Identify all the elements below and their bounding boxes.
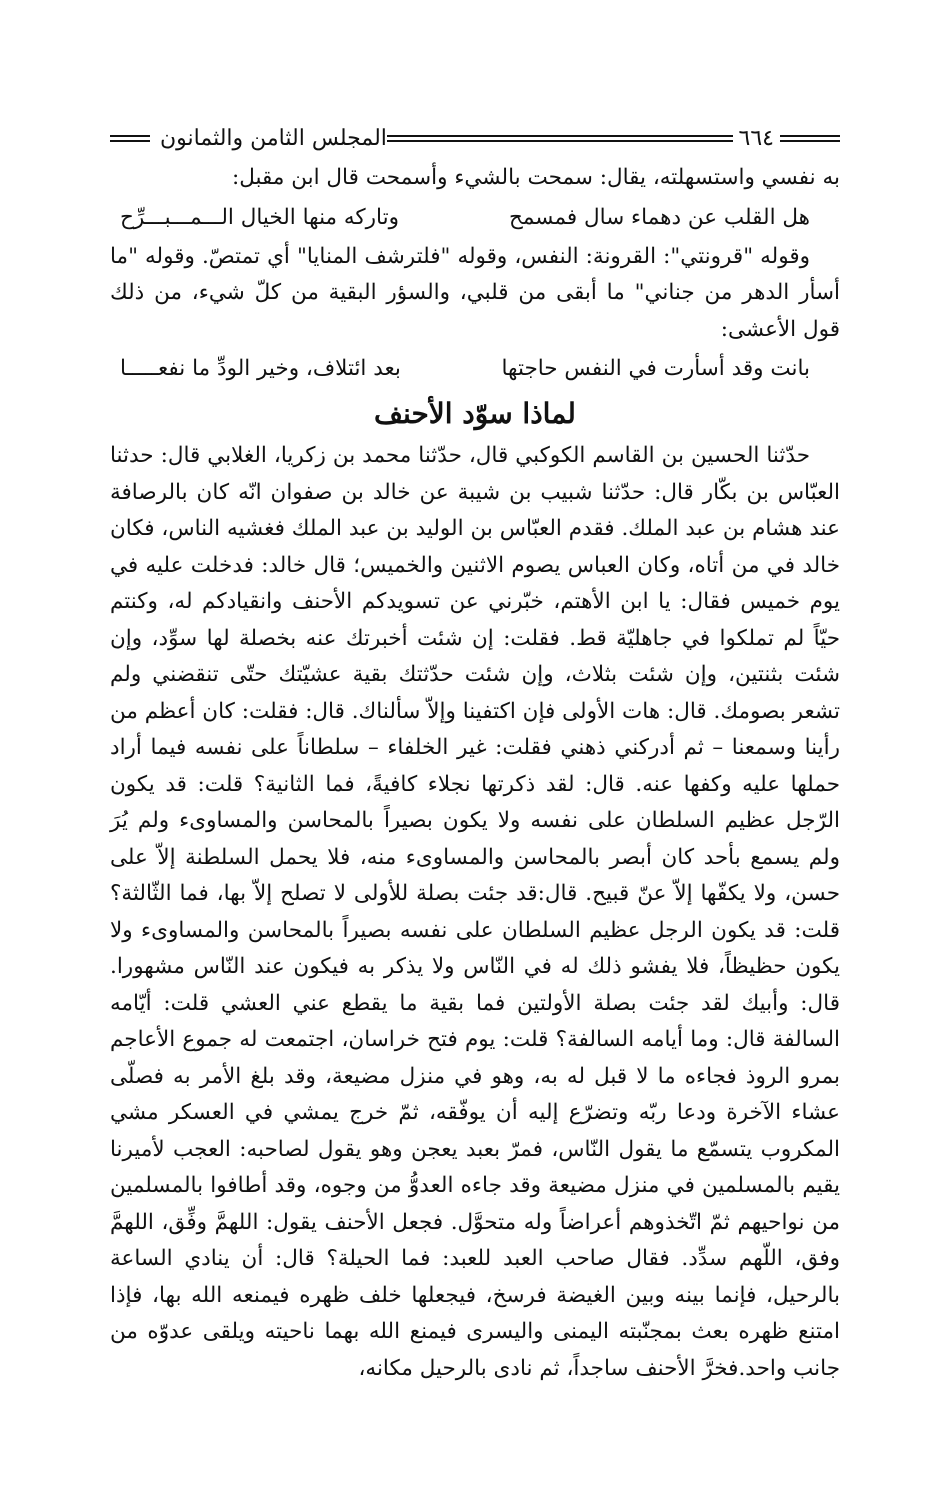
header-rule-right — [780, 135, 840, 142]
verse-hemistich-right: هل القلب عن دهماء سال فمسمح — [509, 204, 810, 230]
running-header — [110, 120, 840, 156]
header-rule-middle — [387, 135, 733, 142]
verse-hemistich-left: وتاركه منها الخيال الـــمـــبـــرِّح — [120, 204, 399, 230]
gloss-paragraph: وقوله "قرونتي": القرونة: النفس، وقوله "فلترشف المنايا" أي تمتصّ. وقوله "ما أسأر الدهر من جناني" ما أبقى من قلبي، والسؤر البقية من كلّ شيء، من ذلك قول الأعشى: — [110, 243, 840, 342]
verse-hemistich-right: بانت وقد أسأرت في النفس حاجتها — [501, 356, 810, 381]
verse-ibn-muqbil — [110, 197, 840, 239]
chapter-title: المجلس الثامن والثمانون — [160, 125, 387, 151]
intro-line: به نفسي واستسهلته، يقال: سمحت بالشيء وأسمحت قال ابن مقبل: — [232, 165, 840, 190]
section-body: حدّثنا الحسين بن القاسم الكوكبي قال، حدّثنا محمد بن زكريا، الغلابي قال: حدثنا العبّاس بن بكّار قال: حدّثنا شبيب بن شيبة عن خالد بن صفوان انّه كان بالرصافة عند هشام بن عبد الملك. فقدم العبّاس بن الوليد بن عبد الملك فغشيه الناس، فكان خالد في من أتاه، وكان العباس يصوم الاثنين والخميس؛ قال خالد: فدخلت عليه في يوم خميس فقال: يا ابن الأهتم، خبّرني عن تسويدكم الأحنف وانقيادكم له، وكنتم حيّاً لم تملكوا في جاهليّة قط. فقلت: إن شئت أخبرتك عنه بخصلة لها سوِّد، وإن شئت بثنتين، وإن شئت بثلاث، وإن شئت حدّثتك بقية عشيّتك حتّى تنقضني ولم تشعر بصومك. قال: هات الأولى فإن اكتفينا وإلاّ سألناك. قال: فقلت: كان أعظم من رأينا وسمعنا – ثم أدركني ذهني فقلت: غير الخلفاء – سلطاناً على نفسه فيما أراد حملها عليه وكفها عنه. قال: لقد ذكرتها نجلاء كافيةً، فما الثانية؟ قلت: قد يكون الرّجل عظيم السلطان على نفسه ولا يكون بصيراً بالمحاسن والمساوىء ولم يُرَ ولم يسمع بأحد كان أبصر بالمحاسن والمساوىء منه، فلا يحمل السلطنة إلاّ على حسن، ولا يكفّها إلاّ عنّ قبيح. قال:قد جئت بصلة للأولى لا تصلح إلاّ بها، فما الثّالثة؟ قلت: قد يكون الرجل عظيم السلطان على نفسه بصيراً بالمحاسن والمساوىء ولا يكون حظيظاً، فلا يفشو ذلك له في النّاس ولا يذكر به فيكون عند النّاس مشهورا. قال: وأبيك لقد جئت بصلة الأولتين فما بقية ما يقطع عني العشي قلت: أيّامه السالفة قال: وما أيامه السالفة؟ قلت: يوم فتح خراسان، اجتمعت له جموع الأعاجم بمرو الروذ فجاءه ما لا قبل له به، وهو في منزل مضيعة، وقد بلغ الأمر به فصلّى عشاء الآخرة ودعا ربّه وتضرّع إليه أن يوفّقه، ثمّ خرج يمشي في العسكر مشي المكروب يتسمّع ما يقول النّاس، فمرّ بعبد يعجن وهو يقول لصاحبه: العجب لأميرنا يقيم بالمسلمين في منزل مضيعة وقد جاءه العدوُّ من وجوه، وقد أطافوا بالمسلمين من نواحيهم ثمّ اتّخذوهم أعراضاً وله متحوَّل. فجعل الأحنف يقول: اللهمَّ وفِّق، اللهمَّ وفق، اللّهم سدِّد. فقال صاحب العبد للعبد: فما الحيلة؟ قال: أن ينادي الساعة بالرحيل، فإنما بينه وبين الغيضة فرسخ، فيجعلها خلف ظهره فيمنعه الله بها، فإذا امتنع ظهره بعث بمجنّبته اليمنى واليسرى فيمنع الله بهما ناحيته ويلقى عدوّه من جانب واحد.فخرَّ الأحنف ساجداً، ثم نادى بالرحيل مكانه، — [110, 443, 840, 1381]
page-number: ٦٦٤ — [738, 125, 774, 151]
verse-al-asha — [110, 348, 840, 390]
header-rule-left — [110, 135, 150, 142]
verse-hemistich-left: بعد ائتلاف، وخير الودِّ ما نفعـــــا — [120, 356, 401, 381]
section-heading: لماذا سوّد الأحنف — [374, 397, 576, 430]
